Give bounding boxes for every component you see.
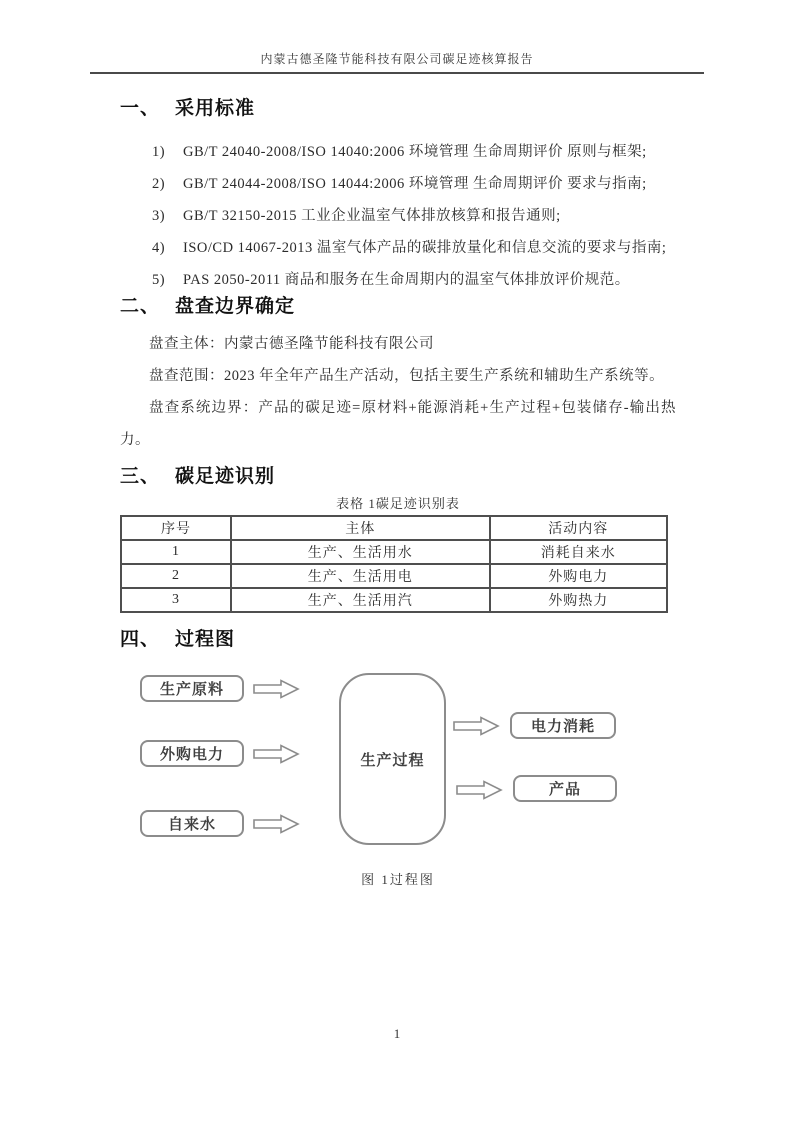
list-item-text: PAS 2050-2011 商品和服务在生命周期内的温室气体排放评价规范。 (183, 272, 630, 288)
list-item (120, 168, 676, 200)
list-item-number: 4) (152, 240, 166, 256)
section-title: 盘查边界确定 (175, 296, 296, 317)
right-arrow-icon (253, 744, 300, 764)
section-heading-4 (120, 627, 676, 653)
right-arrow-icon (253, 679, 300, 699)
section-number: 二、 (120, 296, 161, 317)
diagram-output-box: 电力消耗 (510, 712, 616, 739)
table-row (121, 564, 667, 588)
figure-caption: 图 1过程图 (361, 872, 435, 887)
section-title: 碳足迹识别 (175, 466, 276, 487)
page-content (120, 96, 676, 888)
list-item-number: 5) (152, 272, 166, 288)
table-caption: 表格 1碳足迹识别表 (336, 496, 460, 511)
paragraph-subject: 盘查主体：内蒙古德圣隆节能科技有限公司 (149, 336, 434, 352)
section-heading-1 (120, 96, 676, 122)
list-item-text: ISO/CD 14067-2013 温室气体产品的碳排放量化和信息交流的要求与指南; (183, 240, 667, 256)
diagram-input-box: 生产原料 (140, 675, 244, 702)
section-heading-2 (120, 294, 676, 320)
table-header-cell: 主体 (231, 516, 490, 540)
list-item (120, 200, 676, 232)
section-number: 三、 (120, 466, 161, 487)
diagram-output-box: 产品 (513, 775, 617, 802)
diagram-input-box: 外购电力 (140, 740, 244, 767)
section-number: 一、 (120, 98, 161, 119)
list-item (120, 136, 676, 168)
process-flow-diagram (120, 675, 676, 855)
page-number: 1 (393, 1026, 401, 1041)
section-heading-3 (120, 464, 676, 490)
table-cell: 生产、生活用水 (231, 540, 490, 564)
table-cell: 外购热力 (490, 588, 668, 612)
list-item-number: 3) (152, 208, 166, 224)
list-item (120, 232, 676, 264)
table-cell: 外购电力 (490, 564, 668, 588)
table-row (121, 588, 667, 612)
footprint-table (120, 515, 668, 613)
page-header (90, 50, 704, 74)
paragraph-system-boundary: 盘查系统边界：产品的碳足迹=原材料+能源消耗+生产过程+包装储存-输出热力。 (120, 400, 676, 448)
list-item-text: GB/T 24040-2008/ISO 14040:2006 环境管理 生命周期评价 原则与框架; (183, 144, 647, 160)
right-arrow-icon (456, 780, 503, 800)
list-item-number: 2) (152, 176, 166, 192)
table-cell: 消耗自来水 (490, 540, 668, 564)
table-cell: 2 (121, 564, 231, 588)
table-cell: 3 (121, 588, 231, 612)
table-header-row (121, 516, 667, 540)
list-item-text: GB/T 24044-2008/ISO 14044:2006 环境管理 生命周期评价 要求与指南; (183, 176, 647, 192)
table-header-cell: 序号 (121, 516, 231, 540)
paragraph-scope: 盘查范围：2023 年全年产品生产活动，包括主要生产系统和辅助生产系统等。 (149, 368, 665, 384)
table-cell: 生产、生活用电 (231, 564, 490, 588)
table-row (121, 540, 667, 564)
header-title: 内蒙古德圣隆节能科技有限公司碳足迹核算报告 (260, 52, 534, 66)
diagram-input-box: 自来水 (140, 810, 244, 837)
section-number: 四、 (120, 629, 161, 650)
table-cell: 生产、生活用汽 (231, 588, 490, 612)
table-header-cell: 活动内容 (490, 516, 668, 540)
list-item-text: GB/T 32150-2015 工业企业温室气体排放核算和报告通则; (183, 208, 561, 224)
section-title: 过程图 (175, 629, 236, 650)
section-title: 采用标准 (175, 98, 256, 119)
list-item (120, 264, 676, 296)
list-item-number: 1) (152, 144, 166, 160)
table-cell: 1 (121, 540, 231, 564)
right-arrow-icon (453, 716, 500, 736)
standards-list (120, 136, 676, 296)
right-arrow-icon (253, 814, 300, 834)
diagram-process-box: 生产过程 (339, 673, 446, 845)
